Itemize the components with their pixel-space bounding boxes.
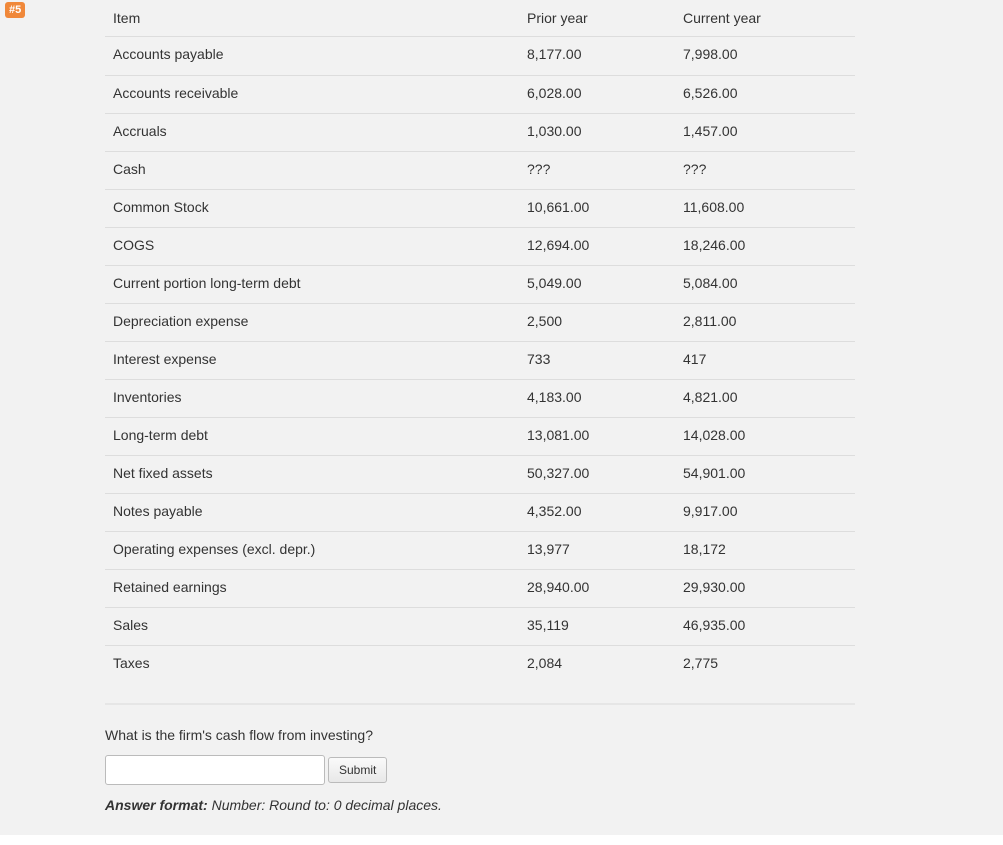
row-current-year-value: 2,811.00 xyxy=(683,313,737,329)
row-prior-year-value: 13,081.00 xyxy=(527,427,590,443)
row-item-label: Retained earnings xyxy=(113,579,227,595)
row-prior-year-value: 1,030.00 xyxy=(527,123,582,139)
table-row xyxy=(105,569,855,607)
problem-number-badge: #5 xyxy=(5,2,25,18)
row-current-year-value: 29,930.00 xyxy=(683,579,746,595)
row-item-label: Sales xyxy=(113,617,149,633)
table-row xyxy=(105,227,855,265)
row-current-year-value: ??? xyxy=(683,161,707,177)
row-item-label: COGS xyxy=(113,237,155,253)
row-prior-year-value: 35,119 xyxy=(527,617,569,633)
table-row xyxy=(105,75,855,113)
row-item-label: Long-term debt xyxy=(113,427,208,443)
row-prior-year-value: 4,183.00 xyxy=(527,389,582,405)
row-prior-year-value: 6,028.00 xyxy=(527,85,582,101)
row-prior-year-value: 10,661.00 xyxy=(527,199,590,215)
table-row xyxy=(105,151,855,189)
row-prior-year-value: 5,049.00 xyxy=(527,275,582,291)
row-item-label: Accounts receivable xyxy=(113,85,239,101)
table-row xyxy=(105,379,855,417)
row-prior-year-value: ??? xyxy=(527,161,551,177)
table-row xyxy=(105,455,855,493)
financial-data-table xyxy=(105,0,855,683)
row-prior-year-value: 733 xyxy=(527,351,551,367)
table-row xyxy=(105,303,855,341)
row-item-label: Notes payable xyxy=(113,503,203,519)
row-item-label: Operating expenses (excl. depr.) xyxy=(113,541,316,557)
table-row xyxy=(105,189,855,227)
row-prior-year-value: 28,940.00 xyxy=(527,579,590,595)
row-current-year-value: 2,775 xyxy=(683,655,719,671)
table-bottom-divider xyxy=(105,703,855,705)
row-item-label: Depreciation expense xyxy=(113,313,249,329)
row-item-label: Interest expense xyxy=(113,351,217,367)
row-prior-year-value: 2,500 xyxy=(527,313,563,329)
row-current-year-value: 11,608.00 xyxy=(683,199,745,215)
row-current-year-value: 18,246.00 xyxy=(683,237,746,253)
row-item-label: Inventories xyxy=(113,389,182,405)
row-item-label: Accounts payable xyxy=(113,46,224,62)
row-item-label: Accruals xyxy=(113,123,167,139)
answer-format-hint xyxy=(105,797,442,814)
table-row xyxy=(105,645,855,683)
row-prior-year-value: 4,352.00 xyxy=(527,503,582,519)
table-header-row xyxy=(105,0,855,37)
row-current-year-value: 54,901.00 xyxy=(683,465,746,481)
table-row xyxy=(105,113,855,151)
row-current-year-value: 5,084.00 xyxy=(683,275,738,291)
row-prior-year-value: 50,327.00 xyxy=(527,465,590,481)
table-row xyxy=(105,493,855,531)
answer-input[interactable] xyxy=(105,755,325,785)
row-current-year-value: 1,457.00 xyxy=(683,123,738,139)
row-current-year-value: 9,917.00 xyxy=(683,503,738,519)
submit-button[interactable]: Submit xyxy=(328,757,387,783)
row-current-year-value: 18,172 xyxy=(683,541,726,557)
row-current-year-value: 4,821.00 xyxy=(683,389,738,405)
answer-format-label: Answer format: xyxy=(105,797,208,813)
column-header-item: Item xyxy=(113,10,141,26)
table-row xyxy=(105,417,855,455)
row-current-year-value: 6,526.00 xyxy=(683,85,738,101)
row-current-year-value: 417 xyxy=(683,351,707,367)
table-row xyxy=(105,341,855,379)
row-current-year-value: 46,935.00 xyxy=(683,617,746,633)
question-text: What is the firm's cash flow from investing? xyxy=(105,727,373,743)
table-row xyxy=(105,531,855,569)
column-header-prior-year: Prior year xyxy=(527,10,588,26)
row-item-label: Net fixed assets xyxy=(113,465,213,481)
row-item-label: Cash xyxy=(113,161,146,177)
answer-format-text: Number: Round to: 0 decimal places. xyxy=(207,797,442,813)
row-current-year-value: 14,028.00 xyxy=(683,427,746,443)
table-row xyxy=(105,265,855,303)
column-header-current-year: Current year xyxy=(683,10,761,26)
row-prior-year-value: 2,084 xyxy=(527,655,563,671)
row-item-label: Current portion long-term debt xyxy=(113,275,301,291)
row-prior-year-value: 8,177.00 xyxy=(527,46,582,62)
row-current-year-value: 7,998.00 xyxy=(683,46,738,62)
table-row xyxy=(105,37,855,75)
row-item-label: Taxes xyxy=(113,655,150,671)
table-row xyxy=(105,607,855,645)
row-prior-year-value: 13,977 xyxy=(527,541,570,557)
row-item-label: Common Stock xyxy=(113,199,209,215)
row-prior-year-value: 12,694.00 xyxy=(527,237,590,253)
